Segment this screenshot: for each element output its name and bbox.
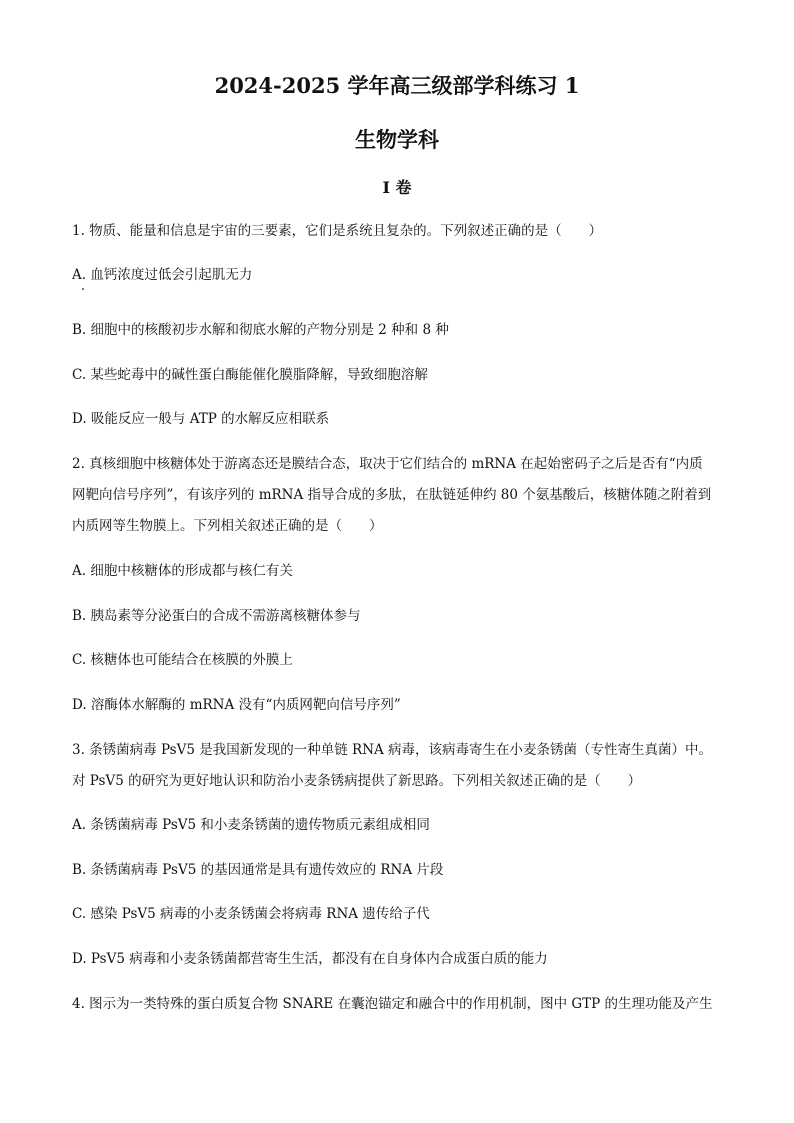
- question-3-option-d: D. PsV5 病毒和小麦条锈菌都营寄生生活，都没有在自身体内合成蛋白质的能力: [72, 951, 548, 967]
- question-1-option-b: B. 细胞中的核酸初步水解和彻底水解的产物分别是 2 种和 8 种: [72, 322, 449, 338]
- question-2-option-d: D. 溶酶体水解酶的 mRNA 没有“内质网靶向信号序列”: [72, 697, 401, 713]
- exam-title: 2024-2025 学年高三级部学科练习 1: [214, 73, 580, 98]
- question-3-stem-line-1: 3. 条锈菌病毒 PsV5 是我国新发现的一种单链 RNA 病毒，该病毒寄生在小麦条锈菌（专性寄生真菌）中。: [72, 742, 713, 758]
- question-3-stem-line-2: 对 PsV5 的研究为更好地认识和防治小麦条锈病提供了新思路。下列相关叙述正确的是（ ）: [72, 773, 642, 789]
- question-3-option-c: C. 感染 PsV5 病毒的小麦条锈菌会将病毒 RNA 遗传给子代: [72, 906, 430, 922]
- subject-title: 生物学科: [355, 127, 439, 152]
- decorative-dot: [82, 288, 84, 290]
- question-1-stem: 1. 物质、能量和信息是宇宙的三要素，它们是系统且复杂的。下列叙述正确的是（ ）: [72, 223, 603, 239]
- volume-label: I 卷: [382, 178, 412, 197]
- question-4-stem-line-1: 4. 图示为一类特殊的蛋白质复合物 SNARE 在囊泡锚定和融合中的作用机制，图中 GTP 的生理功能及产生: [72, 996, 713, 1012]
- question-2-stem-line-2: 网靶向信号序列”，有该序列的 mRNA 指导合成的多肽，在肽链延伸约 80 个氨基酸后，核糖体随之附着到: [72, 487, 712, 503]
- question-2-option-c: C. 核糖体也可能结合在核膜的外膜上: [72, 652, 293, 668]
- question-2-option-b: B. 胰岛素等分泌蛋白的合成不需游离核糖体参与: [72, 608, 361, 624]
- question-2-stem-line-1: 2. 真核细胞中核糖体处于游离态还是膜结合态，取决于它们结合的 mRNA 在起始密码子之后是否有“内质: [72, 456, 703, 472]
- question-2-stem-line-3: 内质网等生物膜上。下列相关叙述正确的是（ ）: [72, 518, 383, 534]
- question-3-option-b: B. 条锈菌病毒 PsV5 的基因通常是具有遗传效应的 RNA 片段: [72, 862, 444, 878]
- question-1-option-c: C. 某些蛇毒中的碱性蛋白酶能催化膜脂降解，导致细胞溶解: [72, 367, 428, 383]
- question-2-option-a: A. 细胞中核糖体的形成都与核仁有关: [72, 563, 293, 579]
- question-3-option-a: A. 条锈菌病毒 PsV5 和小麦条锈菌的遗传物质元素组成相同: [72, 817, 430, 833]
- question-1-option-d: D. 吸能反应一般与 ATP 的水解反应相联系: [72, 411, 330, 427]
- question-1-option-a: A. 血钙浓度过低会引起肌无力: [72, 267, 253, 283]
